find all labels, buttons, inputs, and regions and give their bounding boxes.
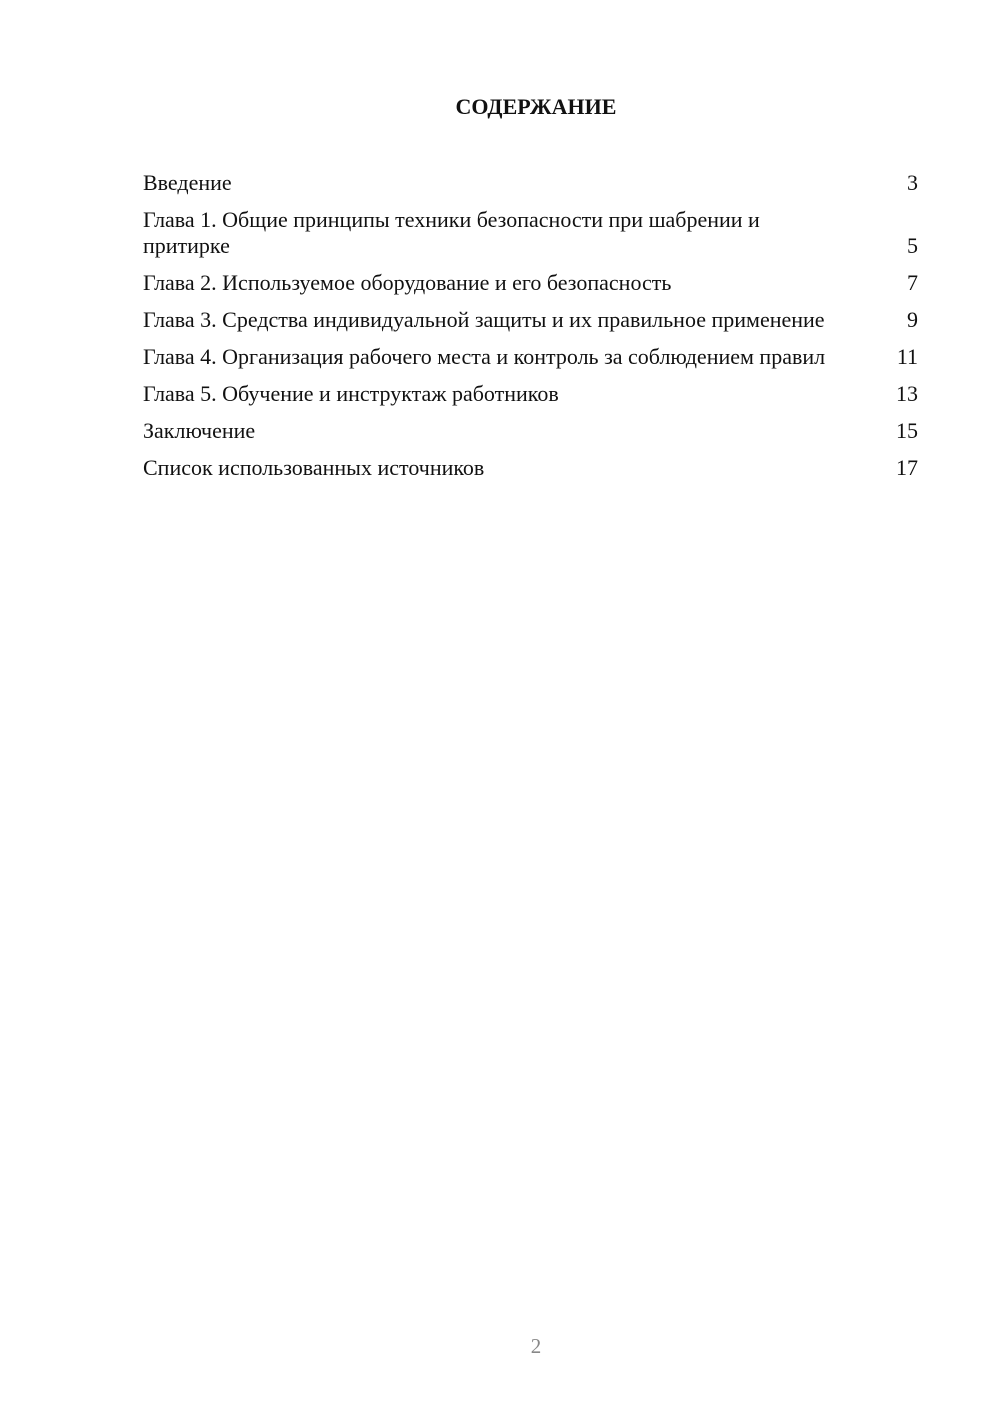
- toc-entry-page: 9: [907, 307, 918, 332]
- toc-entry-text: Глава 3. Средства индивидуальной защиты и их правильное применение: [143, 307, 825, 332]
- toc-entry-chapter-3: [143, 307, 918, 333]
- toc-entry-page: 3: [907, 170, 918, 195]
- toc-entry-chapter-5: [143, 381, 918, 407]
- page-title: СОДЕРЖАНИЕ: [455, 94, 617, 119]
- table-of-contents: [143, 170, 918, 492]
- toc-entry-text: Заключение: [143, 418, 256, 443]
- toc-entry-text: Глава 2. Используемое оборудование и его безопасность: [143, 270, 672, 295]
- toc-entry-text: Глава 4. Организация рабочего места и контроль за соблюдением правил: [143, 344, 826, 369]
- toc-entry-chapter-2: [143, 270, 918, 296]
- toc-entry-page: 17: [896, 455, 918, 480]
- toc-entry-chapter-1: [143, 207, 918, 259]
- toc-entry-page: 11: [896, 344, 918, 369]
- toc-entry-introduction: [143, 170, 918, 196]
- toc-entry-text: Глава 5. Обучение и инструктаж работников: [143, 381, 559, 406]
- toc-entry-page: 7: [907, 270, 918, 295]
- toc-entry-references: [143, 455, 918, 481]
- toc-entry-page: 5: [907, 233, 918, 258]
- toc-entry-page: 13: [896, 381, 918, 406]
- toc-entry-conclusion: [143, 418, 918, 444]
- toc-entry-page: 15: [896, 418, 918, 443]
- toc-entry-text: Список использованных источников: [143, 455, 485, 480]
- toc-entry-text: Глава 1. Общие принципы техники безопасности при шабрении и притирке: [143, 207, 760, 258]
- toc-entry-chapter-4: [143, 344, 918, 370]
- toc-entry-text: Введение: [143, 170, 232, 195]
- page-number: 2: [530, 1334, 542, 1358]
